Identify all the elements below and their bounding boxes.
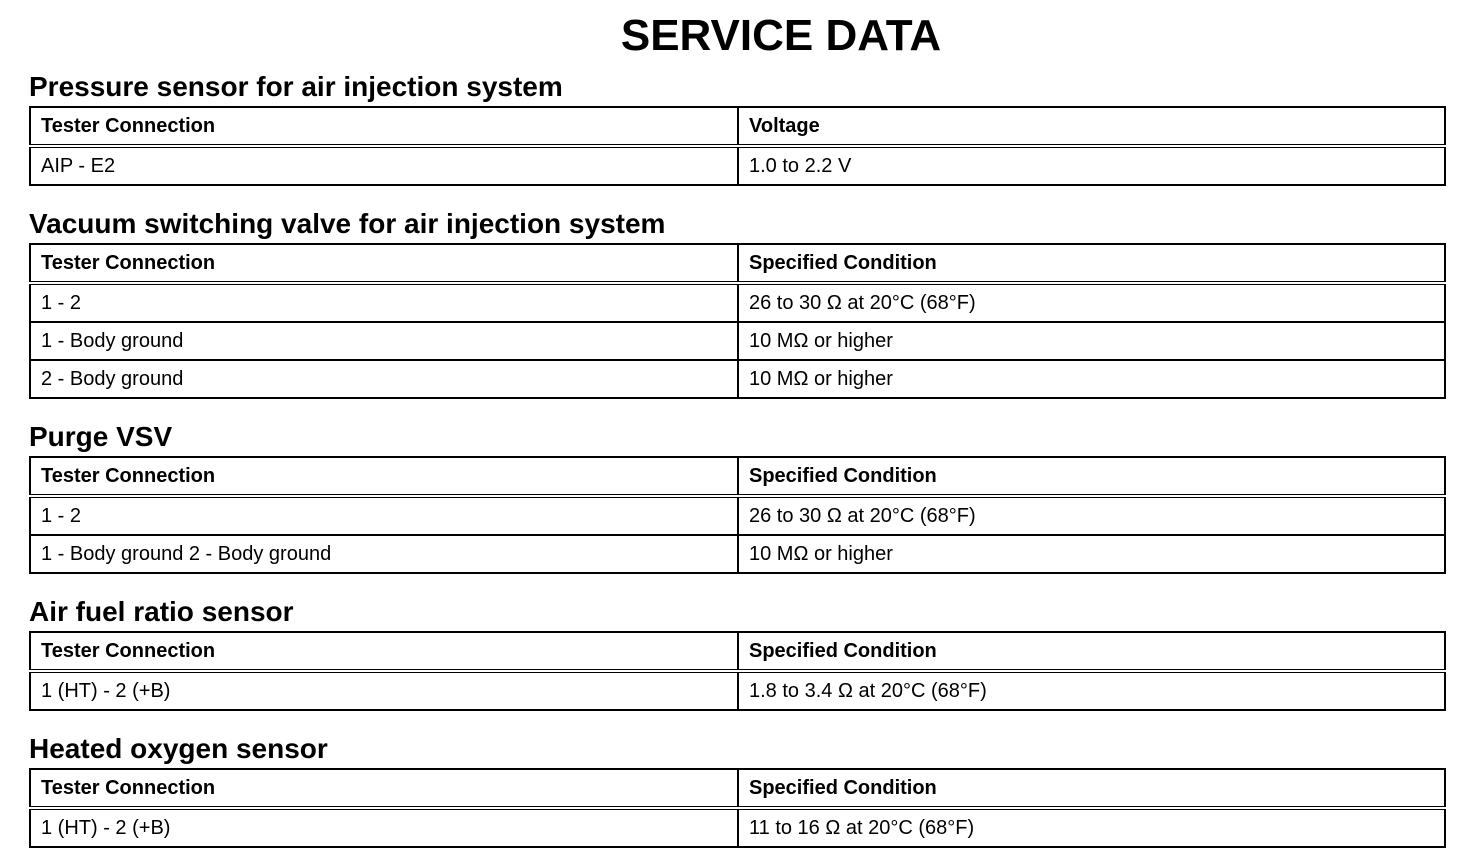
tester-connection-cell: 1 - 2 (30, 496, 738, 535)
page-title: SERVICE DATA (620, 11, 942, 60)
tester-connection-cell: AIP - E2 (30, 146, 738, 185)
column-header: Tester Connection (30, 769, 738, 808)
section-pressure-sensor (29, 69, 1446, 186)
table-header-row (30, 632, 1445, 671)
table-row (30, 808, 1445, 847)
spec-table (29, 631, 1446, 711)
table-row (30, 322, 1445, 360)
value-cell: 26 to 30 Ω at 20°C (68°F) (738, 496, 1445, 535)
section-title: Air fuel ratio sensor (29, 596, 294, 627)
value-cell: 10 MΩ or higher (738, 360, 1445, 398)
column-header: Specified Condition (738, 457, 1445, 496)
table-header-row (30, 244, 1445, 283)
column-header: Tester Connection (30, 107, 738, 146)
column-header: Specified Condition (738, 244, 1445, 283)
spec-table (29, 456, 1446, 574)
tester-connection-cell: 1 - Body ground 2 - Body ground (30, 535, 738, 573)
tester-connection-cell: 1 (HT) - 2 (+B) (30, 671, 738, 710)
section-heated-oxygen-sensor (29, 731, 1446, 848)
column-header: Voltage (738, 107, 1445, 146)
table-row (30, 283, 1445, 322)
table-header-row (30, 769, 1445, 808)
spec-table (29, 243, 1446, 399)
table-row (30, 671, 1445, 710)
tester-connection-cell: 1 - 2 (30, 283, 738, 322)
table-row (30, 535, 1445, 573)
value-cell: 10 MΩ or higher (738, 322, 1445, 360)
column-header: Tester Connection (30, 457, 738, 496)
section-title: Purge VSV (29, 421, 173, 452)
section-air-fuel-ratio-sensor (29, 594, 1446, 711)
tester-connection-cell: 1 (HT) - 2 (+B) (30, 808, 738, 847)
table-row (30, 146, 1445, 185)
value-cell: 1.8 to 3.4 Ω at 20°C (68°F) (738, 671, 1445, 710)
column-header: Specified Condition (738, 769, 1445, 808)
value-cell: 26 to 30 Ω at 20°C (68°F) (738, 283, 1445, 322)
tester-connection-cell: 2 - Body ground (30, 360, 738, 398)
section-title: Pressure sensor for air injection system (29, 71, 563, 102)
table-header-row (30, 107, 1445, 146)
spec-table (29, 768, 1446, 848)
table-header-row (30, 457, 1445, 496)
table-row (30, 496, 1445, 535)
service-data-sections (29, 69, 1446, 868)
section-purge-vsv (29, 419, 1446, 574)
section-title: Vacuum switching valve for air injection system (29, 208, 666, 239)
value-cell: 11 to 16 Ω at 20°C (68°F) (738, 808, 1445, 847)
column-header: Tester Connection (30, 244, 738, 283)
section-title: Heated oxygen sensor (29, 733, 328, 764)
table-row (30, 360, 1445, 398)
spec-table (29, 106, 1446, 186)
value-cell: 1.0 to 2.2 V (738, 146, 1445, 185)
tester-connection-cell: 1 - Body ground (30, 322, 738, 360)
column-header: Tester Connection (30, 632, 738, 671)
section-vacuum-switching-valve (29, 206, 1446, 399)
column-header: Specified Condition (738, 632, 1445, 671)
value-cell: 10 MΩ or higher (738, 535, 1445, 573)
